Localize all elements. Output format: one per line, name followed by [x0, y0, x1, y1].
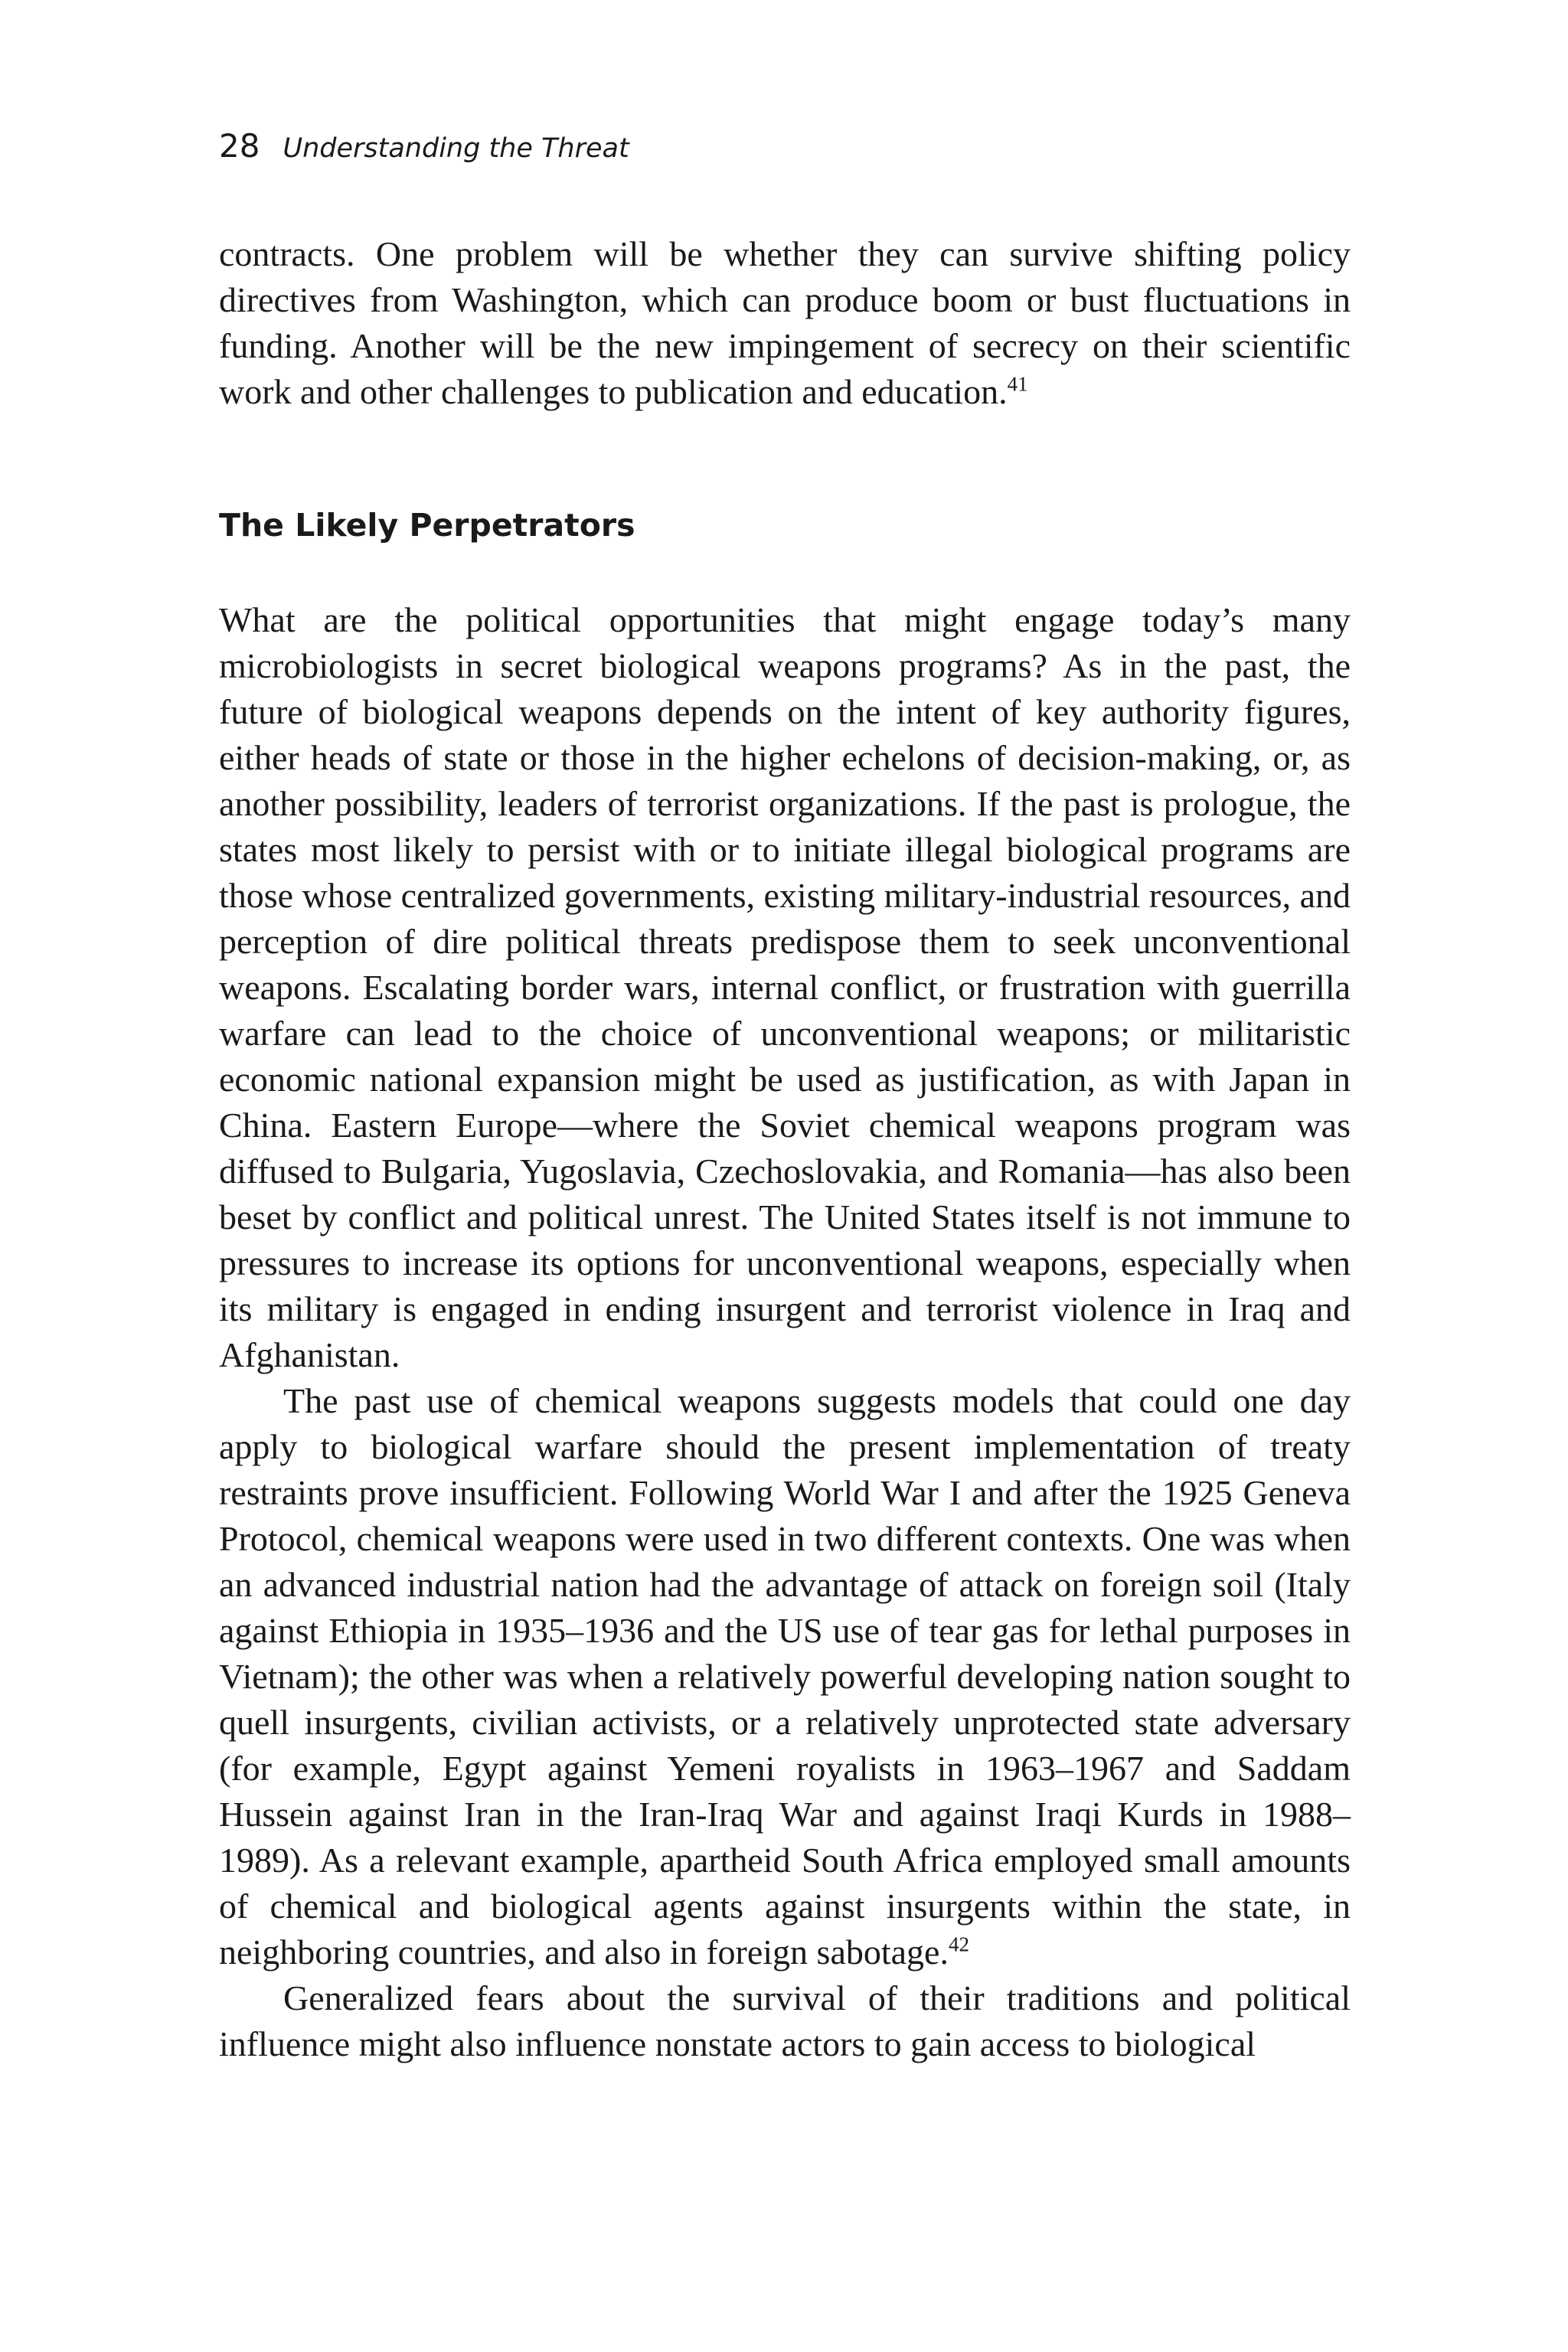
page-number: 28 — [219, 127, 260, 165]
paragraph: What are the political opportunities that might engage today’s many microbiologists in secret biological weapons programs? As in the past, the future of biological weapons depends on the intent of key authority figures, either heads of state or those in the higher echelons of decision-making, or, as another possibility, leaders of terrorist organizations. If the past is prologue, the states most likely to persist with or to initiate illegal biological programs are those whose centralized governments, existing military-industrial resources, and perception of dire political threats predispose them to seek unconventional weapons. Escalating border wars, internal conflict, or frustration with guerrilla warfare can lead to the choice of unconventional weapons; or militaristic economic national expansion might be used as justification, as with Japan in China. Eastern Europe—where the Soviet chemical weapons program was diffused to Bulgaria, Yugoslavia, Czechoslovakia, and Romania—has also been beset by conflict and political unrest. The United States itself is not immune to pressures to increase its options for unconventional weapons, especially when its military is engaged in ending insurgent and terrorist violence in Iraq and Afghanistan. — [219, 600, 1351, 1374]
paragraph — [219, 1378, 1351, 1975]
footnote-ref: 41 — [1007, 372, 1028, 396]
section-body — [219, 597, 1351, 2067]
paragraph-text: The past use of chemical weapons suggests models that could one day apply to biological warfare should the present implementation of treaty restraints prove insufficient. Following World War I and after the 1925 Geneva Protocol, chemical weapons were used in two different contexts. One was when an advanced industrial nation had the advantage of attack on foreign soil (Italy against Ethiopia in 1935–1936 and the US use of tear gas for lethal purposes in Vietnam); the other was when a relatively powerful developing nation sought to quell insurgents, civilian activists, or a relatively unprotected state adversary (for example, Egypt against Yemeni royalists in 1963–1967 and Saddam Hussein against Iran in the Iran-Iraq War and against Iraqi Kurds in 1988–1989). As a relevant example, apartheid South Africa employed small amounts of chemical and biological agents against insurgents within the state, in neighboring countries, and also in foreign sabotage. — [219, 1381, 1351, 1971]
running-head — [219, 127, 629, 173]
paragraph-continuation — [219, 231, 1351, 415]
paragraph-text: contracts. One problem will be whether they can survive shifting policy directives from Washington, which can produce boom or bust fluctuations in funding. Another will be the new impingement of secrecy on their scientific work and other challenges to publication and education. — [219, 234, 1351, 411]
footnote-ref: 42 — [948, 1932, 969, 1956]
paragraph: Generalized fears about the survival of their traditions and political influence might also influence nonstate actors to gain access to biological — [219, 1978, 1351, 2063]
running-title: Understanding the Threat — [283, 133, 629, 164]
opening-text — [219, 231, 1351, 415]
section-heading: The Likely Perpetrators — [219, 507, 635, 544]
